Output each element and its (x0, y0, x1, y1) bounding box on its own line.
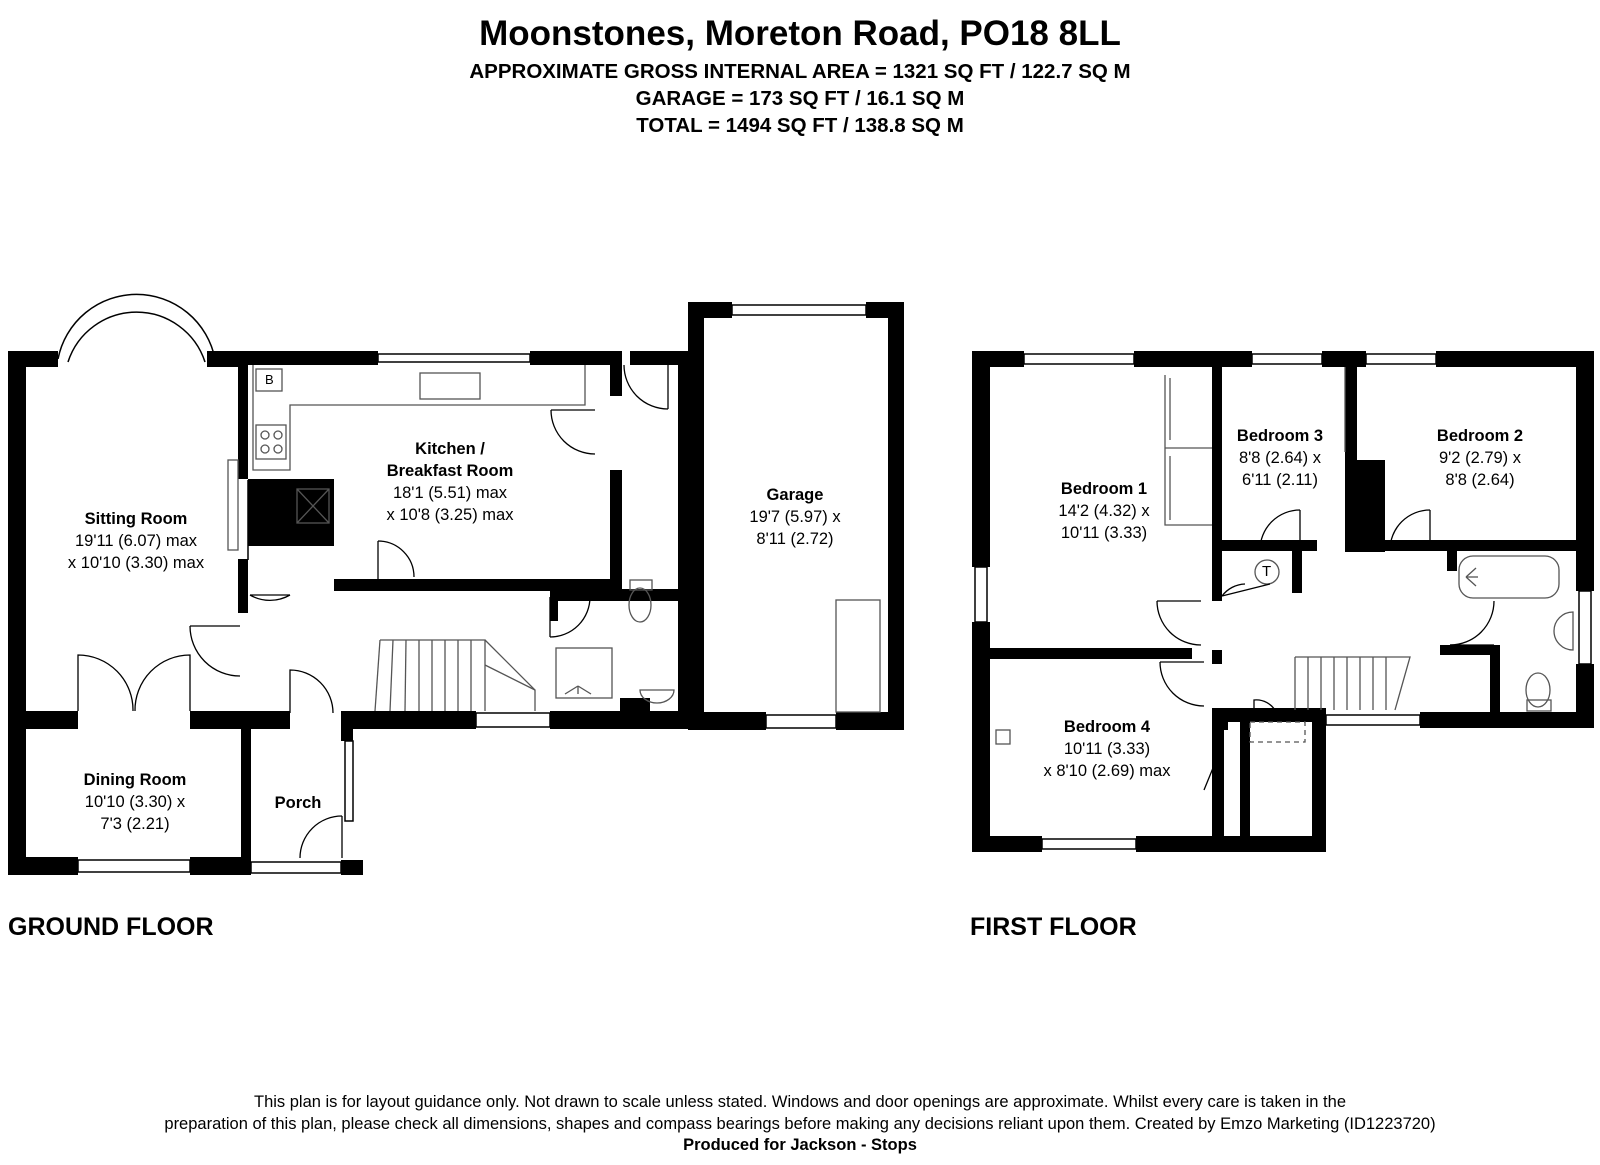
wall-north-kitchen-right (530, 351, 622, 365)
wall-south-right (1136, 836, 1326, 852)
wall-garage-west-outer (688, 302, 704, 730)
wall-landing-south (1212, 708, 1312, 722)
room-bedroom4: Bedroom 4 10'11 (3.33) x 8'10 (2.69) max (1043, 718, 1171, 780)
fireplace-hearth (228, 460, 238, 550)
wall-garage-south-right (836, 712, 904, 730)
wall-bath-north-lower (1440, 645, 1500, 655)
wall-north-kitchen-left (238, 351, 378, 365)
b1-side-window (975, 567, 987, 622)
porch-window (251, 862, 341, 873)
kitchen-window (378, 354, 530, 362)
room-dining: Dining Room 10'10 (3.30) x 7'3 (2.21) (83, 771, 187, 833)
wall-north-sitting-right (207, 351, 241, 367)
wall-b2-bath (1447, 540, 1594, 551)
wall-b3-south-left (1212, 540, 1317, 551)
garage-window (766, 715, 836, 728)
first-toilet-icon (1526, 673, 1550, 707)
wall-dining-south-right (190, 857, 251, 875)
dining-window (78, 860, 190, 872)
wall-garage-east (888, 302, 904, 730)
first-stairs (1295, 657, 1410, 710)
wall-dining-east (241, 711, 251, 875)
wall-utility-north (630, 351, 690, 365)
shower-tray (556, 648, 612, 698)
wall-dining-north-left (8, 711, 78, 729)
ground-floor-label: GROUND FLOOR (8, 913, 214, 941)
b4-window (1042, 839, 1136, 849)
ground-stairs (375, 640, 535, 711)
area-total: TOTAL = 1494 SQ FT / 138.8 SQ M (636, 114, 964, 137)
room-kitchen: Kitchen / Breakfast Room 18'1 (5.51) max x 10'8 (3.25) max (386, 440, 514, 524)
wall-north-mid (1322, 351, 1366, 367)
wall-closet-block (1345, 460, 1385, 552)
area-gross: APPROXIMATE GROSS INTERNAL AREA = 1321 SQ FT / 122.7 SQ M (469, 60, 1131, 83)
sink-icon (420, 373, 480, 399)
bath-basin-icon (1554, 612, 1573, 650)
hob-icon (256, 425, 286, 459)
cupboard-shelf (1250, 722, 1305, 742)
wall-hall-south-right (550, 711, 690, 729)
hall-window (476, 713, 550, 727)
b2-window (1366, 354, 1436, 364)
bay-window (58, 294, 215, 359)
wall-tank-east (1292, 551, 1302, 593)
plan-title: Moonstones, Moreton Road, PO18 8LL (479, 14, 1121, 53)
wall-tank-west (1212, 551, 1222, 601)
wall-landing-east (1312, 708, 1326, 852)
wall-dining-south-left (8, 857, 78, 875)
boiler-label: B (265, 372, 274, 387)
wall-sitting-kitchen-top (238, 351, 248, 479)
b1-wardrobe (1165, 375, 1212, 525)
wall-kitchen-east-top (610, 351, 622, 396)
wall-b1-b3 (1212, 367, 1222, 552)
wall-dining-north-right (190, 711, 290, 729)
wall-west-b1-top (972, 351, 990, 567)
area-garage: GARAGE = 173 SQ FT / 16.1 SQ M (635, 87, 965, 110)
room-bedroom1: Bedroom 1 14'2 (4.32) x 10'11 (3.33) (1058, 480, 1150, 542)
bath-window (1579, 591, 1591, 664)
wall-cupboard-mid (1240, 720, 1250, 836)
wall-south-bath (1420, 712, 1594, 728)
wall-south-b4-left (972, 836, 1042, 852)
wall-north-sitting-left (8, 351, 58, 367)
b4-loft-hatch (996, 730, 1010, 744)
wall-wc-west-top (550, 601, 558, 621)
wall-kitchen-east-bottom (610, 470, 622, 590)
porch-side-window (345, 741, 353, 821)
wall-north-b2-right (1436, 351, 1594, 367)
landing-window (1326, 715, 1420, 725)
tank-label: T (1262, 563, 1272, 580)
wall-wc-north (550, 589, 690, 601)
b1-window (1024, 354, 1134, 364)
garage-door (732, 305, 866, 315)
wall-sitting-hall (238, 559, 248, 613)
room-porch: Porch (274, 794, 322, 812)
wall-north-b1-right (1134, 351, 1252, 367)
b3-window (1252, 354, 1322, 364)
room-sitting: Sitting Room 19'11 (6.07) max x 10'10 (3.30) max (67, 510, 205, 572)
first-floor-label: FIRST FLOOR (970, 913, 1137, 941)
wall-b1-b4 (972, 648, 1192, 659)
wall-hall-south-left (341, 711, 476, 729)
room-garage: Garage 19'7 (5.97) x 8'11 (2.72) (749, 486, 841, 548)
wall-west-sitting (8, 351, 26, 875)
wall-bath-west-stub (1447, 551, 1457, 571)
wall-garage-south-left (688, 712, 766, 730)
room-bedroom3: Bedroom 3 8'8 (2.64) x 6'11 (2.11) (1236, 427, 1324, 489)
wall-east-top (1576, 351, 1594, 591)
credit-line: Produced for Jackson - Stops (683, 1136, 917, 1154)
garage-cupboard (836, 600, 880, 712)
first-floor-fixtures (996, 367, 1573, 744)
wall-porch-se (341, 860, 363, 875)
disclaimer: This plan is for layout guidance only. Not drawn to scale unless stated. Windows and door openings are approximate. Whilst every care is taken in the preparation of this plan, please check all dimensions, shapes and compass bearings before making any decisions reliant upon them. Created by Emzo Marketing (ID1223720) Produced for Jackson - Stops (0, 1092, 1600, 1157)
room-bedroom2: Bedroom 2 9'2 (2.79) x 8'8 (2.64) (1436, 427, 1524, 489)
